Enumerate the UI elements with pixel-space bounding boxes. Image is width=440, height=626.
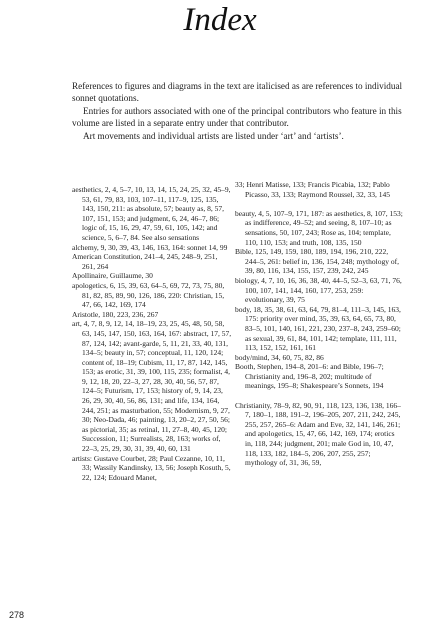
intro-paragraph: Art movements and individual artists are listed under ‘art’ and ‘artists’. (83, 130, 344, 141)
index-entry: art, 4, 7, 8, 9, 12, 14, 18–19, 23, 25, 45, 48, 50, 58, 63, 145, 147, 150, 163, 164, 167: abstract, 17, 57, 87, 124, 142; avant-garde, 5, 11, 21, 33, 40, 131, 134–5; beauty in, 57; conceptual, 11, 120, 124; content of, 18–19; Cubism, 11, 17, 87, 142, 145, 153; as erotic, 31, 39, 100, 115, 235; formalist, 4, 9, 12, 18, 20, 22–3, 27, 28, 30, 40, 56, 57, 87, 124–5; Futurism, 17, 153; history of, 9, 14, 23, 26, 29, 30, 40, 56, 86, 131; and life, 134, 164, 244, 251; as masturbation, 55; Modernism, 9, 27, 30; Neo-Dada, 46; painting, 13, 20–2, 27, 50, 56; as pictorial, 35; as retinal, 11, 27–8, 40, 45, 120; Succession, 11; Surrealists, 28, 163; works of, 22–3, 25, 29, 30, 31, 39, 40, 60, 131 (72, 319, 232, 454)
index-entry: apologetics, 6, 15, 39, 63, 64–5, 69, 72, 73, 75, 80, 81, 82, 85, 89, 90, 126, 186, 220: Christian, 15, 47, 66, 142, 169, 174 (72, 280, 225, 310)
intro-paragraph: Entries for authors associated with one of the principal contributors who feature in this volume are listed in a separate entry under that contributor. (72, 105, 402, 129)
index-entry: Booth, Stephen, 194–8, 201–6: and Bible, 196–7; Christianity and, 196–8, 202; multitude of meanings, 195–8; Shakespeare’s Sonnets, 194 (235, 362, 384, 391)
index-column-right (235, 180, 403, 468)
index-entry: body, 18, 35, 38, 61, 63, 64, 79, 81–4, 111–3, 145, 163, 175: priority over mind, 35, 39, 63, 64, 65, 73, 80, 83–5, 101, 140, 161, 221, 230, 237–8, 243, 259–60; as sexual, 39, 61, 84, 101, 142; template, 111, 111, 113, 152, 152, 161, 161 (235, 304, 401, 353)
index-entry: body/mind, 34, 60, 75, 82, 86 (235, 352, 324, 362)
page-title: Index (183, 2, 257, 38)
index-entry: American Constitution, 241–4, 245, 248–9, 251, 261, 264 (72, 252, 218, 271)
index-entry: biology, 4, 7, 10, 16, 36, 38, 40, 44–5, 52–3, 63, 71, 76, 100, 107, 141, 144, 160, 177, 253, 259: evolutionary, 39, 75 (235, 275, 402, 305)
index-entry: 33; Henri Matisse, 133; Francis Picabia, 132; Pablo Picasso, 33, 133; Raymond Roussel, 32, 33, 145 (235, 180, 391, 199)
index-entry: Apollinaire, Guillaume, 30 (72, 271, 153, 281)
index-entry: Aristotle, 180, 223, 236, 267 (72, 309, 159, 319)
intro-paragraph: References to figures and diagrams in the text are italicised as are references to individual sonnet quotations. (72, 81, 403, 104)
intro-text (72, 80, 404, 142)
page-number: 278 (9, 610, 25, 620)
index-entry: aesthetics, 2, 4, 5–7, 10, 13, 14, 15, 24, 25, 32, 45–9, 53, 61, 79, 83, 103, 107–11, 117–9, 125, 135, 143, 150, 211: as absolute, 57; beauty as, 8, 57, 107, 151, 153; and judgment, 6, 24, 46–7, 86; logic of, 15, 16, 29, 47, 59, 61, 105, 142; and science, 5, 6–7, 84. See also sensations (72, 185, 231, 242)
index-entry: Christianity, 78–9, 82, 90, 91, 118, 123, 136, 138, 166–7, 180–1, 188, 191–2, 196–205, 207, 211, 242, 245, 255, 257, 265–6: Adam and Eve, 32, 141, 146, 261; and apologetics, 15, 47, 66, 142, 169, 174; erotics in, 118, 244; judgment, 201; male God in, 10, 47, 118, 133, 182, 184–5, 206, 207, 255, 257; mythology of, 31, 36, 59, (235, 400, 401, 468)
index-entry: artists: Gustave Courbet, 28; Paul Cezanne, 10, 11, 33; Wassily Kandinsky, 13, 56; Joseph Kosuth, 5, 22, 124; Edouard Manet, (72, 453, 231, 482)
index-entry: beauty, 4, 5, 107–9, 171, 187: as aesthetics, 8, 107, 153; as indifference, 49–52; and seeing, 8, 107–10; as sensations, 50, 107, 243; Rose as, 104; template, 110, 110, 153; and truth, 108, 135, 150 (235, 208, 403, 247)
index-column-left (72, 185, 232, 482)
index-entry: Bible, 125, 149, 159, 180, 189, 194, 196, 210, 222, 244–5, 261: belief in, 136, 154, 248; mythology of, 39, 80, 116, 134, 155, 157, 239, 242, 245 (235, 247, 399, 276)
index-entry: alchemy, 9, 30, 39, 43, 146, 163, 164: sonnet 14, 99 (72, 242, 228, 252)
